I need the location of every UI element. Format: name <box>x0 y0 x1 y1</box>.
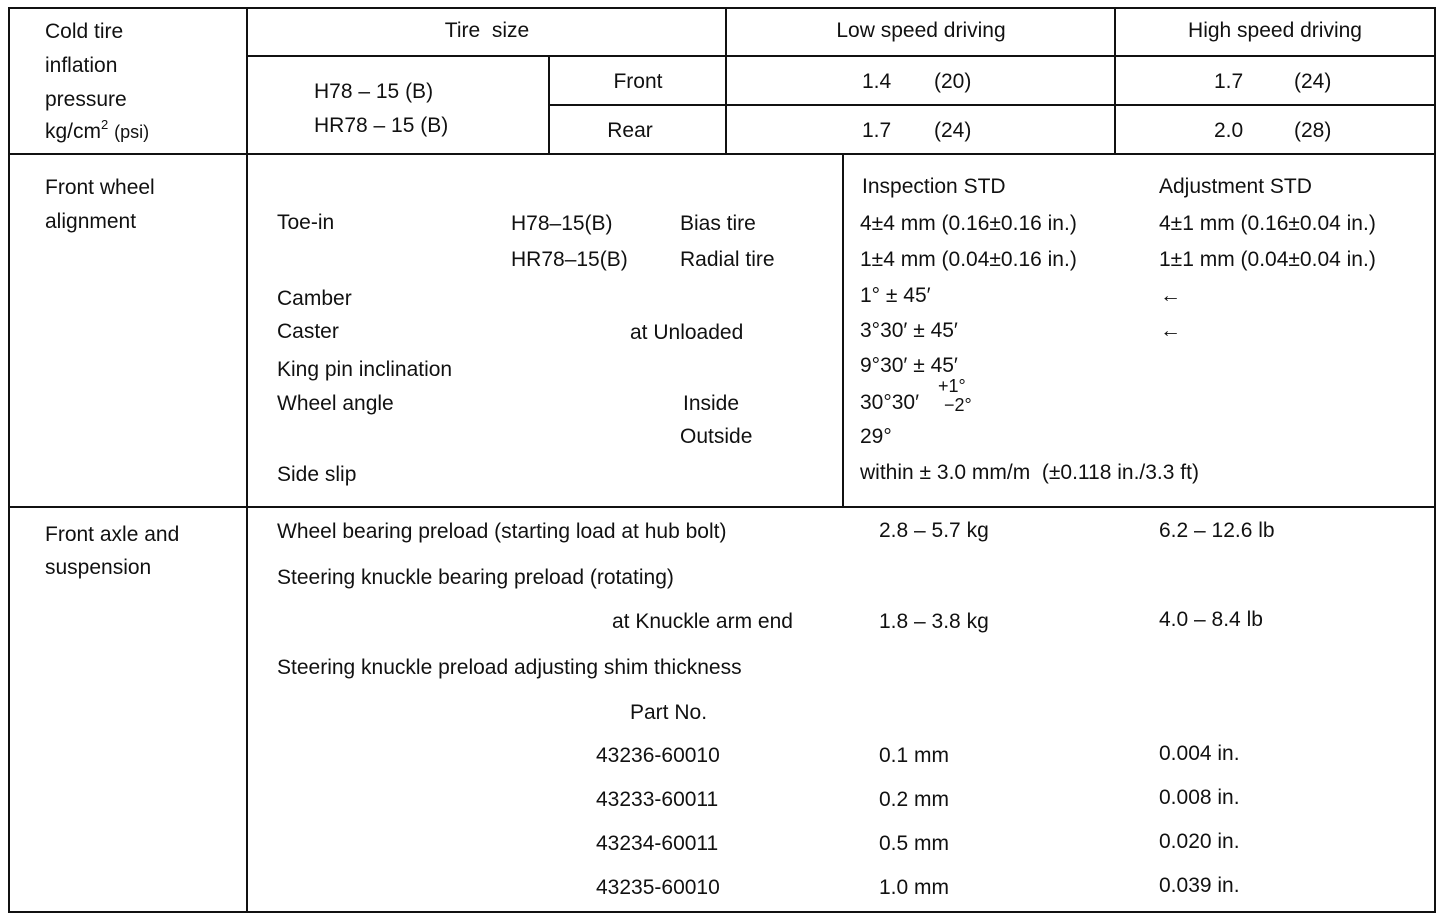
toe-radial-adjustment: 1±1 mm (0.04±0.04 in.) <box>1159 248 1376 271</box>
tire-size-h78: H78 – 15 (B) <box>314 80 434 103</box>
table-border-right <box>1434 7 1436 913</box>
axle-section-label-2: suspension <box>45 556 152 579</box>
label-column-divider <box>246 7 248 913</box>
high-speed-header: High speed driving <box>1188 19 1362 42</box>
rear-label: Rear <box>607 119 653 142</box>
tire-section-label-1: Cold tire <box>45 20 124 43</box>
toe-radial-size: HR78–15(B) <box>511 248 628 271</box>
shim-part-4: 43235-60010 <box>596 876 720 899</box>
rear-high-psi: (28) <box>1294 119 1332 142</box>
shim-inch-2: 0.008 in. <box>1159 786 1240 809</box>
shim-mm-2: 0.2 mm <box>879 788 950 811</box>
adjustment-std-header: Adjustment STD <box>1159 175 1312 198</box>
toe-radial-inspection: 1±4 mm (0.04±0.16 in.) <box>860 248 1077 271</box>
toe-bias-type: Bias tire <box>680 212 756 235</box>
toe-radial-type: Radial tire <box>680 248 775 271</box>
values-column-divider <box>842 153 844 508</box>
toe-bias-adjustment: 4±1 mm (0.16±0.04 in.) <box>1159 212 1376 235</box>
shim-mm-1: 0.1 mm <box>879 744 950 767</box>
wheel-outside-value: 29° <box>860 425 892 448</box>
rear-low-psi: (24) <box>934 119 972 142</box>
wheel-inside-tol-plus: +1° <box>938 376 966 396</box>
knuckle-arm-label: at Knuckle arm end <box>612 610 793 633</box>
camber-label: Camber <box>277 287 352 310</box>
toe-in-label: Toe-in <box>277 211 335 234</box>
shim-part-2: 43233-60011 <box>596 788 719 811</box>
section-divider-1 <box>8 153 1436 155</box>
kingpin-value: 9°30′ ± 45′ <box>860 354 958 377</box>
knuckle-bearing-label: Steering knuckle bearing preload (rotating) <box>277 566 674 589</box>
shim-label: Steering knuckle preload adjusting shim thickness <box>277 656 742 679</box>
shim-inch-1: 0.004 in. <box>1159 742 1240 765</box>
wheel-outside-label: Outside <box>680 425 753 448</box>
wheel-angle-label: Wheel angle <box>277 392 394 415</box>
shim-part-3: 43234-60011 <box>596 832 719 855</box>
camber-adjustment-arrow: ← <box>1160 284 1181 307</box>
front-high-psi: (24) <box>1294 70 1332 93</box>
wheel-inside-value: 30°30′ <box>860 391 920 414</box>
tire-section-label-4: $kg/cm^2$ (psi) <box>45 117 150 143</box>
side-slip-label: Side slip <box>277 463 357 486</box>
inspection-std-header: Inspection STD <box>862 175 1006 198</box>
tire-section-label-3: pressure <box>45 88 127 111</box>
caster-condition: at Unloaded <box>630 321 744 344</box>
tire-front-rear-divider <box>548 104 1436 106</box>
front-high-value: 1.7 <box>1214 70 1244 93</box>
tire-size-header: Tire size <box>444 19 530 42</box>
caster-value: 3°30′ ± 45′ <box>860 319 958 342</box>
section-divider-2 <box>8 506 1436 508</box>
kingpin-label: King pin inclination <box>277 358 453 381</box>
wheel-bearing-label: Wheel bearing preload (starting load at hub bolt) <box>277 520 727 543</box>
wheel-bearing-imperial: 6.2 – 12.6 lb <box>1159 519 1275 542</box>
knuckle-arm-imperial: 4.0 – 8.4 lb <box>1159 608 1263 631</box>
caster-adjustment-arrow: ← <box>1160 319 1181 342</box>
table-border-left <box>8 7 10 913</box>
toe-bias-size: H78–15(B) <box>511 212 613 235</box>
shim-mm-4: 1.0 mm <box>879 876 950 899</box>
axle-section-label-1: Front axle and <box>45 523 180 546</box>
tire-size-hr78: HR78 – 15 (B) <box>314 114 449 137</box>
front-label: Front <box>613 70 663 93</box>
rear-high-value: 2.0 <box>1214 119 1244 142</box>
knuckle-arm-metric: 1.8 – 3.8 kg <box>879 610 989 633</box>
front-low-value: 1.4 <box>862 70 892 93</box>
alignment-section-label-2: alignment <box>45 210 137 233</box>
shim-inch-3: 0.020 in. <box>1159 830 1240 853</box>
part-no-label: Part No. <box>630 701 708 724</box>
side-slip-value: within ± 3.0 mm/m (±0.118 in./3.3 ft) <box>860 461 1199 484</box>
table-border-bottom <box>8 911 1436 913</box>
low-speed-header: Low speed driving <box>836 19 1006 42</box>
wheel-inside-label: Inside <box>683 392 740 415</box>
camber-value: 1° ± 45′ <box>860 284 931 307</box>
table-border-top <box>8 7 1436 9</box>
alignment-section-label-1: Front wheel <box>45 176 155 199</box>
toe-bias-inspection: 4±4 mm (0.16±0.16 in.) <box>860 212 1077 235</box>
wheel-inside-tol-minus: −2° <box>944 395 972 415</box>
tire-header-divider <box>246 55 1436 57</box>
caster-label: Caster <box>277 320 339 343</box>
shim-inch-4: 0.039 in. <box>1159 874 1240 897</box>
front-low-psi: (20) <box>934 70 972 93</box>
wheel-bearing-metric: 2.8 – 5.7 kg <box>879 519 989 542</box>
shim-part-1: 43236-60010 <box>596 744 720 767</box>
tire-section-label-2: inflation <box>45 54 118 77</box>
shim-mm-3: 0.5 mm <box>879 832 950 855</box>
rear-low-value: 1.7 <box>862 119 892 142</box>
